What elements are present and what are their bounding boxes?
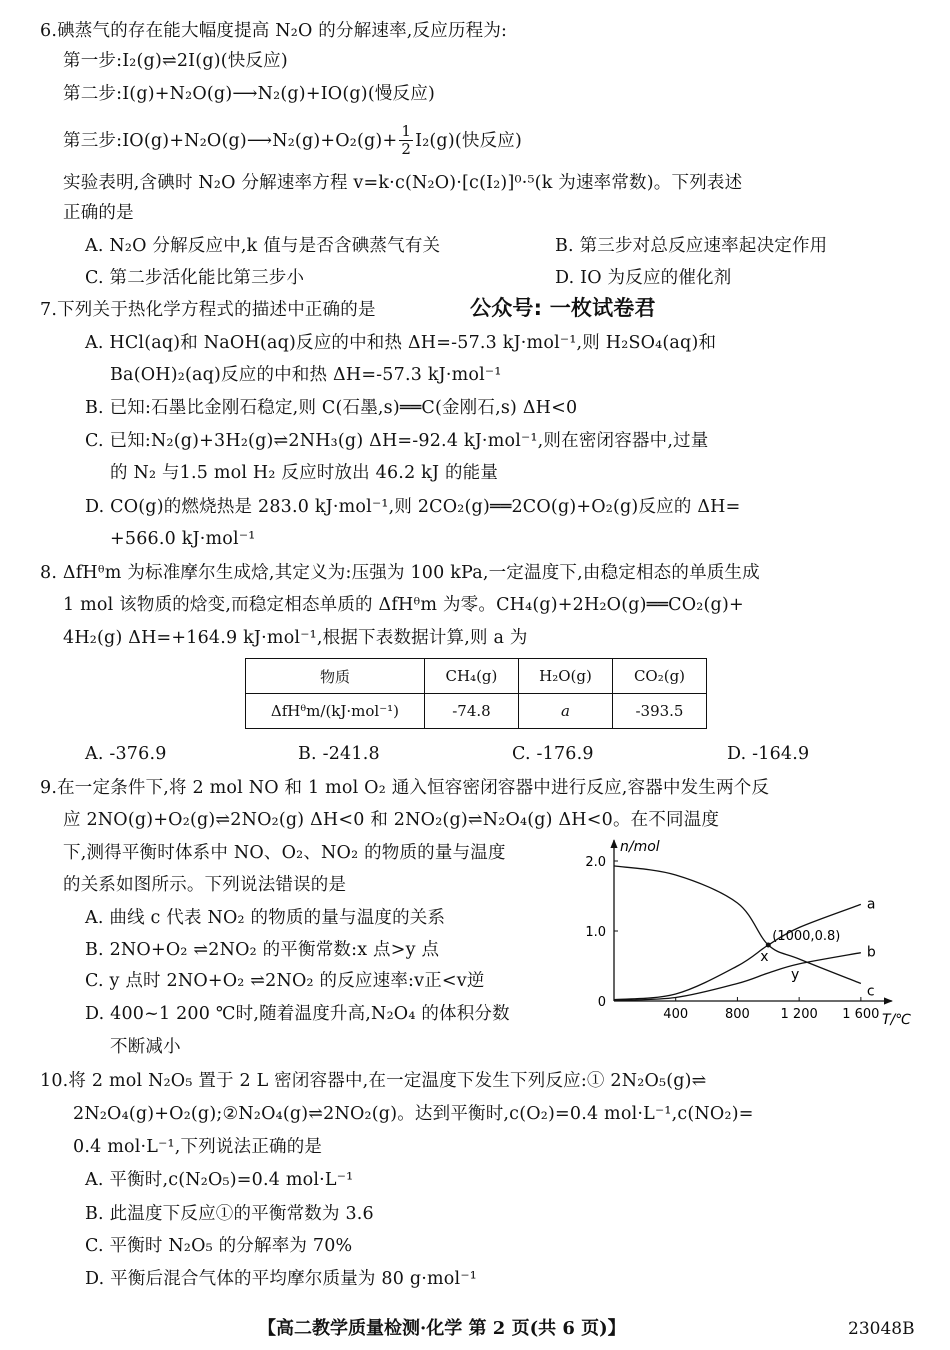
- table-row: [246, 694, 707, 729]
- q7-option-d-line2: +566.0 kJ·mol⁻¹: [110, 529, 256, 549]
- series-line-b: [614, 953, 861, 1001]
- x-tick-label: 1 200: [780, 1007, 818, 1022]
- x-axis-label: T/℃: [882, 1012, 911, 1027]
- q6-option-b: B. 第三步对总反应速率起决定作用: [555, 236, 828, 256]
- q10-option-c: C. 平衡时 N₂O₅ 的分解率为 70%: [85, 1236, 353, 1256]
- q9-option-d-line2: 不断减小: [110, 1037, 181, 1057]
- y-tick-label: 0: [597, 995, 606, 1010]
- point-label-x: x: [760, 949, 769, 965]
- y-tick-label: 1.0: [585, 925, 606, 940]
- page-footer: 【高二教学质量检测·化学 第 2 页(共 6 页)】: [258, 1318, 626, 1339]
- table-row: [246, 659, 707, 694]
- table-header-cell: 物质: [246, 659, 425, 694]
- q6-option-c: C. 第二步活化能比第三步小: [85, 268, 305, 288]
- series-label-b: b: [866, 944, 876, 961]
- table-cell: -393.5: [612, 694, 706, 729]
- q9-line1: 9.在一定条件下,将 2 mol NO 和 1 mol O₂ 通入恒容密闭容器中进行反应,容器中发生两个反: [40, 778, 770, 798]
- fraction-numerator: 1: [401, 122, 412, 140]
- q10-line1: 10.将 2 mol N₂O₅ 置于 2 L 密闭容器中,在一定温度下发生下列反应:① 2N₂O₅(g)⇌: [40, 1071, 707, 1091]
- table-header-cell: CH₄(g): [424, 659, 518, 694]
- q6-stem: 6.碘蒸气的存在能大幅度提高 N₂O 的分解速率,反应历程为:: [40, 21, 508, 41]
- q7-option-d-line1: D. CO(g)的燃烧热是 283.0 kJ·mol⁻¹,则 2CO₂(g)══2CO(g)+O₂(g)反应的 ΔH=: [85, 497, 741, 517]
- q8-option-d: D. -164.9: [727, 744, 810, 764]
- table-cell: -74.8: [424, 694, 518, 729]
- q7-option-c-line2: 的 N₂ 与1.5 mol H₂ 反应时放出 46.2 kJ 的能量: [110, 463, 499, 483]
- q8-option-b: B. -241.8: [298, 744, 380, 764]
- enthalpy-table: [245, 658, 707, 729]
- q6-step3: [63, 124, 522, 159]
- x-tick-label: 800: [725, 1007, 750, 1022]
- q9-option-b: B. 2NO+O₂ ⇌2NO₂ 的平衡常数:x 点>y 点: [85, 940, 440, 960]
- watermark-text: 公众号: 一枚试卷君: [470, 296, 656, 320]
- q8-option-c: C. -176.9: [512, 744, 594, 764]
- q9-line4: 的关系如图所示。下列说法错误的是: [63, 875, 347, 895]
- series-label-c: c: [866, 983, 875, 1000]
- chart-points: [760, 929, 840, 983]
- table-cell: a: [518, 694, 612, 729]
- table-header-cell: H₂O(g): [518, 659, 612, 694]
- point-annotation-x: (1000,0.8): [772, 929, 841, 944]
- q7-option-b: B. 已知:石墨比金刚石稳定,则 C(石墨,s)══C(金刚石,s) ΔH<0: [85, 398, 578, 418]
- table-header-cell: CO₂(g): [612, 659, 706, 694]
- q6-step3-part1: 第三步:IO(g)+N₂O(g)⟶N₂(g)+O₂(g)+: [63, 131, 398, 151]
- q10-line3: 0.4 mol·L⁻¹,下列说法正确的是: [73, 1137, 323, 1157]
- q10-option-d: D. 平衡后混合气体的平均摩尔质量为 80 g·mol⁻¹: [85, 1269, 477, 1289]
- q7-option-a-line2: Ba(OH)₂(aq)反应的中和热 ΔH=-57.3 kJ·mol⁻¹: [110, 365, 502, 385]
- fraction-half: [399, 123, 413, 158]
- q6-step3-part2: I₂(g)(快反应): [415, 131, 523, 151]
- q10-line2: 2N₂O₄(g)+O₂(g);②N₂O₄(g)⇌2NO₂(g)。达到平衡时,c(O₂)=0.4 mol·L⁻¹,c(NO₂)=: [73, 1104, 754, 1124]
- q9-option-c: C. y 点时 2NO+O₂ ⇌2NO₂ 的反应速率:v正<v逆: [85, 971, 485, 991]
- q7-stem: 7.下列关于热化学方程式的描述中正确的是: [40, 300, 376, 320]
- q9-option-a: A. 曲线 c 代表 NO₂ 的物质的量与温度的关系: [85, 908, 446, 928]
- x-tick-label: 1 600: [842, 1007, 880, 1022]
- point-label-y: y: [790, 967, 800, 983]
- y-tick-label: 2.0: [585, 855, 606, 870]
- q10-option-b: B. 此温度下反应①的平衡常数为 3.6: [85, 1204, 374, 1224]
- q9-line2: 应 2NO(g)+O₂(g)⇌2NO₂(g) ΔH<0 和 2NO₂(g)⇌N₂O₄(g) ΔH<0。在不同温度: [63, 810, 720, 830]
- y-axis-label: n/mol: [620, 839, 660, 855]
- point-marker-x: [766, 943, 771, 948]
- x-tick-label: 400: [663, 1007, 689, 1022]
- fraction-denominator: 2: [401, 140, 412, 158]
- q8-option-a: A. -376.9: [85, 744, 167, 764]
- q8-line1: 8. ΔfHᶿm 为标准摩尔生成焓,其定义为:压强为 100 kPa,一定温度下,由稳定相态的单质生成: [40, 563, 760, 583]
- q9-option-d-line1: D. 400~1 200 ℃时,随着温度升高,N₂O₄ 的体积分数: [85, 1004, 510, 1024]
- exam-code: 23048B: [848, 1319, 915, 1339]
- q8-line3: 4H₂(g) ΔH=+164.9 kJ·mol⁻¹,根据下表数据计算,则 a 为: [63, 628, 528, 648]
- series-line-a: [614, 904, 861, 999]
- q6-rate-line2: 正确的是: [63, 203, 134, 223]
- q6-option-d: D. IO 为反应的催化剂: [555, 268, 732, 288]
- q6-option-a: A. N₂O 分解反应中,k 值与是否含碘蒸气有关: [85, 236, 441, 256]
- q6-step1: 第一步:I₂(g)⇌2I(g)(快反应): [63, 51, 288, 71]
- q7-option-c-line1: C. 已知:N₂(g)+3H₂(g)⇌2NH₃(g) ΔH=-92.4 kJ·mol⁻¹,则在密闭容器中,过量: [85, 431, 709, 451]
- temperature-moles-chart: [570, 832, 920, 1027]
- q10-option-a: A. 平衡时,c(N₂O₅)=0.4 mol·L⁻¹: [85, 1170, 354, 1190]
- q9-line3: 下,测得平衡时体系中 NO、O₂、NO₂ 的物质的量与温度: [63, 843, 506, 863]
- q6-step2: 第二步:I(g)+N₂O(g)⟶N₂(g)+IO(g)(慢反应): [63, 84, 435, 104]
- q8-line2: 1 mol 该物质的焓变,而稳定相态单质的 ΔfHᶿm 为零。CH₄(g)+2H₂O(g)══CO₂(g)+: [63, 595, 744, 615]
- table-cell: ΔfHᶿm/(kJ·mol⁻¹): [246, 694, 425, 729]
- q7-option-a-line1: A. HCl(aq)和 NaOH(aq)反应的中和热 ΔH=-57.3 kJ·mol⁻¹,则 H₂SO₄(aq)和: [85, 333, 717, 353]
- q6-rate-line1: 实验表明,含碘时 N₂O 分解速率方程 v=k·c(N₂O)·[c(I₂)]⁰·⁵(k 为速率常数)。下列表述: [63, 173, 743, 193]
- series-label-a: a: [866, 896, 876, 913]
